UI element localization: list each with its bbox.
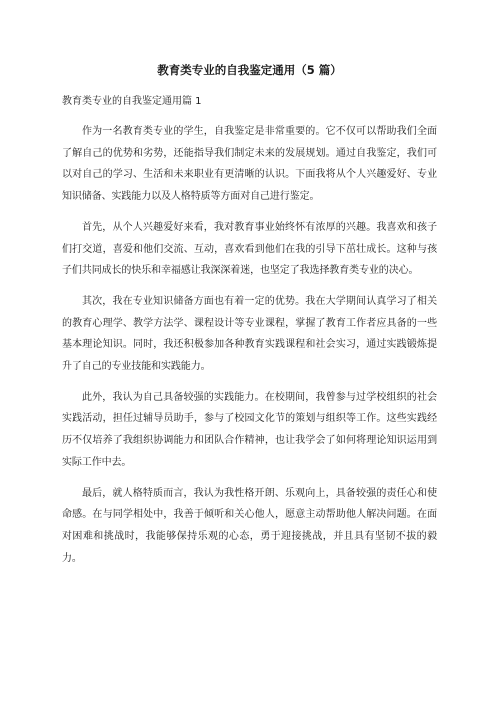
document-page xyxy=(62,62,437,569)
paragraph-interest: 首先，从个人兴趣爱好来看，我对教育事业始终怀有浓厚的兴趣。我喜欢和孩子们打交道，喜爱和他们交流、互动，喜欢看到他们在我的引导下茁壮成长。这种与孩子们共同成长的快乐和幸福感让我深深着迷，也坚定了我选择教育类专业的决心。 xyxy=(62,221,437,277)
section-heading: 教育类专业的自我鉴定通用篇 1 xyxy=(62,96,202,107)
body-text xyxy=(62,121,437,569)
paragraph-intro: 作为一名教育类专业的学生，自我鉴定是非常重要的。它不仅可以帮助我们全面了解自己的优势和劣势，还能指导我们制定未来的发展规划。通过自我鉴定，我们可以对自己的学习、生活和未来职业有更清晰的认识。下面我将从个人兴趣爱好、专业知识储备、实践能力以及人格特质等方面对自己进行鉴定。 xyxy=(62,126,437,203)
paragraph-knowledge: 其次，我在专业知识储备方面也有着一定的优势。我在大学期间认真学习了相关的教育心理学、教学方法学、课程设计等专业课程，掌握了教育工作者应具备的一些基本理论知识。同时，我还积极参加各种教育实践课程和社会实习，通过实践锻炼提升了自己的专业技能和实践能力。 xyxy=(62,295,437,373)
document-title: 教育类专业的自我鉴定通用（5 篇） xyxy=(157,63,342,77)
paragraph-practice: 此外，我认为自己具备较强的实践能力。在校期间，我曾参与过学校组织的社会实践活动，担任过辅导员助手，参与了校园文化节的策划与组织等工作。这些实践经历不仅培养了我组织协调能力和团队合作精神，也让我学会了如何将理论知识运用到实际工作中去。 xyxy=(62,391,437,468)
paragraph-personality: 最后，就人格特质而言，我认为我性格开朗、乐观向上，具备较强的责任心和使命感。在与同学相处中，我善于倾听和关心他人，愿意主动帮助他人解决问题。在面对困难和挑战时，我能够保持乐观的心态，勇于迎接挑战，并且具有坚韧不拔的毅力。 xyxy=(62,487,437,564)
